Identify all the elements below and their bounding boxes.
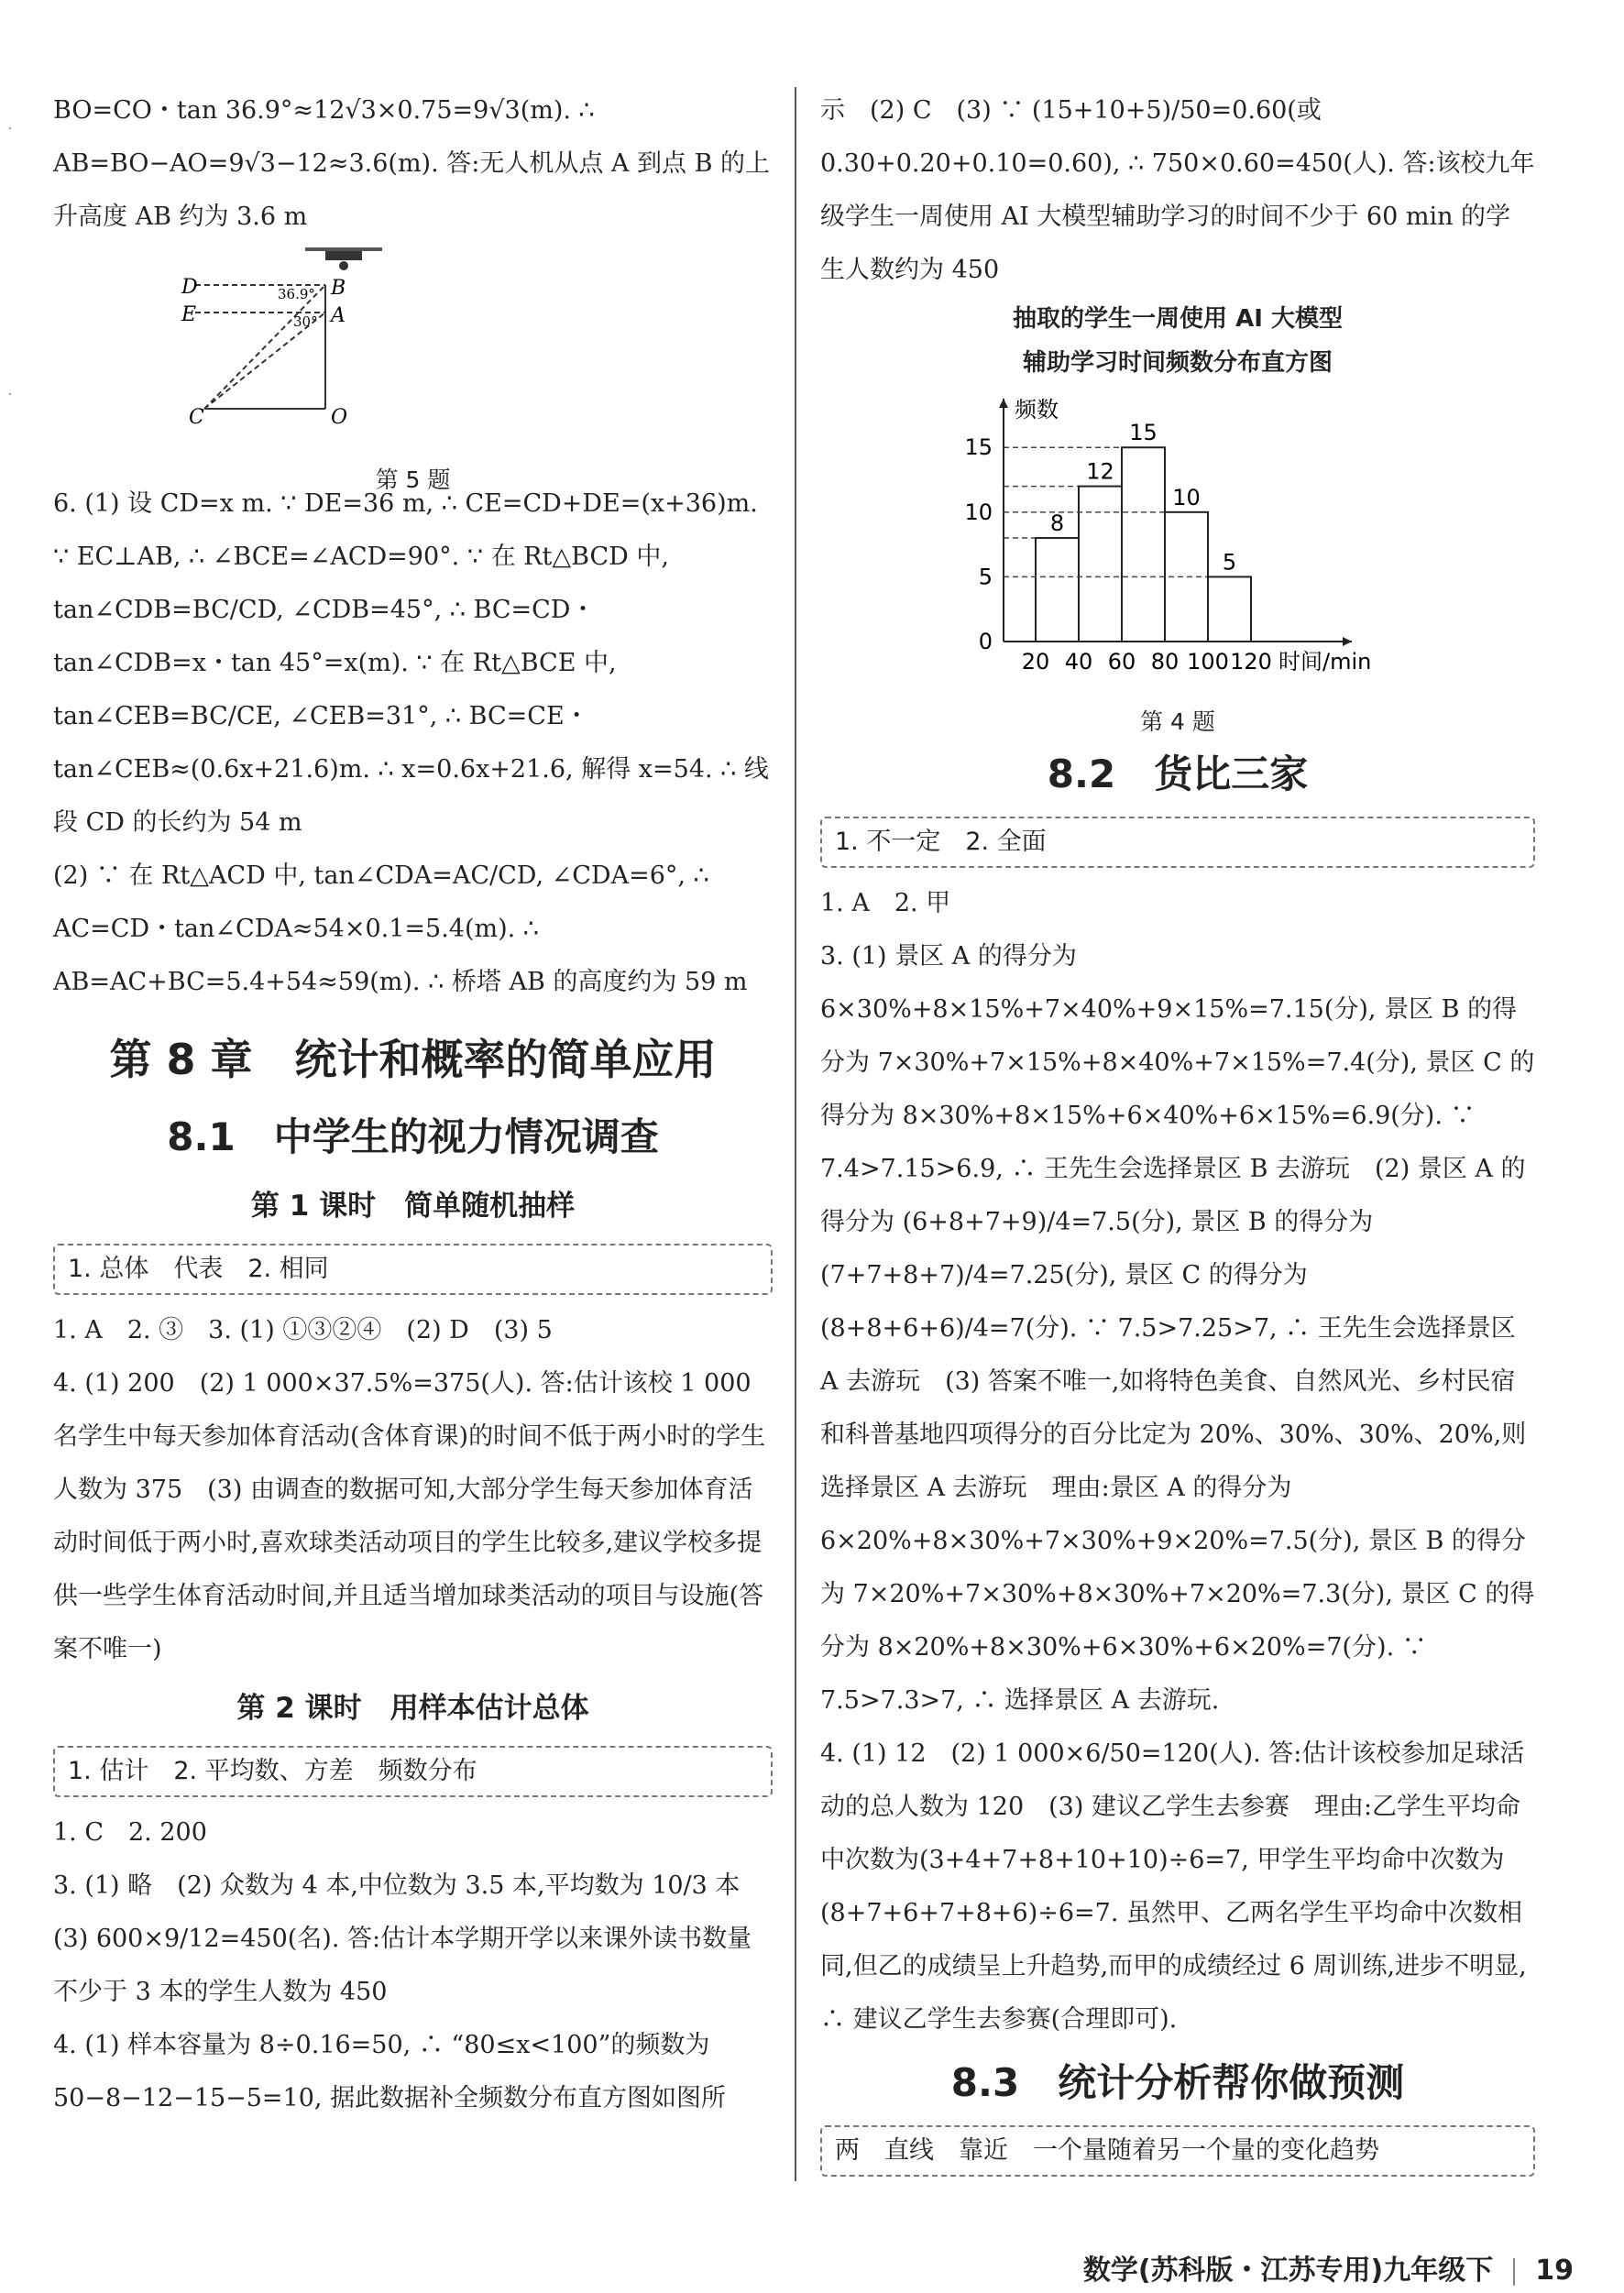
lesson-1-title: 第 1 课时 简单随机抽样 (250, 1190, 576, 1223)
section-8-3-title: 8.3 统计分析帮你做预测 (950, 2060, 1405, 2105)
binding-mark: · (7, 385, 13, 404)
column-divider (795, 87, 796, 2181)
x-tick-label: 60 (1107, 649, 1136, 675)
section-8-2-fill-box: 1. 不一定 2. 全面 (820, 817, 1535, 868)
page-footer (1083, 2247, 1574, 2288)
histogram-svg (820, 385, 1535, 687)
lesson-2-q3-part2: (3) 600×9/12=450(名). 答:估计本学期开学以来课外读书数量不少于 3 本的学生人数为 450 (53, 1925, 752, 2006)
x-tick-label: 20 (1021, 649, 1050, 675)
x-tick-label: 40 (1064, 649, 1093, 675)
footer-subject: 数学(苏科版・江苏专用)九年级下 (1082, 2255, 1494, 2287)
section-8-2-q4-text: 4. (1) 12 (2) 1 000×6/50=120(人). 答:估计该校参加足球活动的总人数为 120 (3) 建议乙学生去参赛 理由:乙学生平均命中次数为(3+4+7+8+10+10)÷6=7, 甲学生平均命中次数为(8+7+6+7+8+6)÷6=7. 虽然甲、乙两名学生平均命中次数相同,但乙的成绩呈上升趋势,而甲的成绩经过 6 周训练,进步不明显, ∴ 建议乙学生去参赛(合理即可). (820, 1739, 1527, 2034)
histogram-bar (1036, 538, 1079, 642)
bar-value-label: 5 (1222, 549, 1237, 576)
figure-q5 (53, 244, 773, 493)
q6-part2-text: (2) ∵ 在 Rt△ACD 中, tan∠CDA=AC/CD, ∠CDA=6°, ∴ AC=CD・tan∠CDA≈54×0.1=5.4(m). ∴ AB=AC+BC=5.4+54≈59(m). ∴ 桥塔 AB 的高度约为 59 m (53, 861, 748, 996)
binding-mark: · (7, 119, 13, 138)
chart-xlabel: 时间/min (1278, 649, 1372, 675)
lesson-1-q4-text: 4. (1) 200 (2) 1 000×37.5%=375(人). 答:估计该校 1 000 名学生中每天参加体育活动(含体育课)的时间不低于两小时的学生人数为 375 (3) 由调查的数据可知,大部分学生每天参加体育活动时间低于两小时,喜欢球类活动项目的学生比较多,建议学校多提供一些学生体育活动时间,并且适当增加球类活动的项目与设施(答案不唯一) (53, 1369, 766, 1663)
section-8-3-fill-box: 两 直线 靠近 一个量随着另一个量的变化趋势 (820, 2125, 1535, 2177)
x-axis-arrow (1343, 637, 1352, 646)
histogram-bar (1122, 447, 1165, 642)
x-tick-label: 80 (1150, 649, 1180, 675)
y-tick-label: 0 (978, 629, 993, 654)
histogram-bar (1208, 576, 1251, 642)
label-D: D (181, 276, 198, 299)
section-8-2-answers: 1. A 2. 甲 (820, 889, 951, 917)
figure-q5-caption: 第 5 题 (375, 466, 451, 493)
y-axis-arrow (999, 399, 1008, 408)
bar-value-label: 10 (1172, 484, 1201, 510)
section-8-1-title: 8.1 中学生的视力情况调查 (167, 1114, 659, 1159)
page-number: 19 (1535, 2255, 1574, 2287)
figure-q5-diagram (53, 244, 773, 445)
x-tick-label: 120 (1230, 649, 1272, 675)
lesson-2-title: 第 2 课时 用样本估计总体 (236, 1692, 589, 1725)
angle-36-9: 36.9° (278, 286, 315, 302)
line-CB (204, 285, 325, 409)
label-A: A (331, 304, 346, 327)
lesson-2-fill-box: 1. 估计 2. 平均数、方差 频数分布 (53, 1746, 773, 1797)
bar-value-label: 12 (1086, 458, 1114, 485)
lesson-2-q3-part1: 3. (1) 略 (2) 众数为 4 本,中位数为 3.5 本,平均数为 10/3 本 (53, 1871, 741, 1900)
y-tick-label: 15 (964, 434, 993, 461)
chart-title-line2: 辅助学习时间频数分布直方图 (1022, 349, 1333, 377)
section-8-2-title: 8.2 货比三家 (1047, 752, 1309, 796)
lesson-2-answers: 1. C 2. 200 (53, 1818, 207, 1847)
bar-value-label: 8 (1049, 510, 1065, 537)
x-tick-label: 100 (1187, 649, 1229, 675)
section-8-2-q3-text: 3. (1) 景区 A 的得分为 6×30%+8×15%+7×40%+9×15%=7.15(分), 景区 B 的得分为 7×30%+7×15%+8×40%+7×15%=7.4(分), 景区 C 的得分为 8×30%+8×15%+6×40%+6×15%=6.9(分). ∵ 7.4>7.15>6.9, ∴ 王先生会选择景区 B 去游玩 (2) 景区 A 的得分为 (6+8+7+9)/4=7.5(分), 景区 B 的得分为 (7+7+8+7)/4=7.25(分), 景区 C 的得分为 (8+8+6+6)/4=7(分). ∵ 7.5>7.25>7, ∴ 王先生会选择景区 A 去游玩 (3) 答案不唯一,如将特色美食、自然风光、乡村民宿和科普基地四项得分的百分比定为 20%、30%、30%、20%,则选择景区 A 去游玩 理由:景区 A 的得分为 6×20%+8×30%+7×30%+9×20%=7.5(分), 景区 B 的得分为 7×20%+7×30%+8×30%+7×20%=7.3(分), 景区 C 的得分为 8×20%+8×30%+6×30%+6×20%=7(分). ∵ 7.5>7.3>7, ∴ 选择景区 A 去游玩. (820, 942, 1535, 1715)
chart-ylabel: 频数 (1015, 397, 1059, 422)
label-C: C (189, 406, 204, 429)
histogram-bar (1079, 487, 1122, 642)
lesson-1-answers: 1. A 2. ③ 3. (1) ①③②④ (2) D (3) 5 (53, 1316, 553, 1344)
footer-separator (1513, 2258, 1515, 2286)
q6-part1-text: 6. (1) 设 CD=x m. ∵ DE=36 m, ∴ CE=CD+DE=(x+36)m. ∵ EC⊥AB, ∴ ∠BCE=∠ACD=90°. ∵ 在 Rt△BCD 中, tan∠CDB=BC/CD, ∠CDB=45°, ∴ BC=CD・tan∠CDB=x・tan 45°=x(m). ∵ 在 Rt△BCE 中, tan∠CEB=BC/CE, ∠CEB=31°, ∴ BC=CE・tan∠CEB≈(0.6x+21.6)m. ∴ x=0.6x+21.6, 解得 x=54. ∴ 线段 CD 的长约为 54 m (53, 489, 769, 837)
y-tick-label: 5 (978, 564, 993, 590)
right-column (820, 84, 1535, 2186)
figure-q4-caption: 第 4 题 (1140, 708, 1215, 735)
label-B: B (331, 277, 346, 300)
lesson-1-fill-box: 1. 总体 代表 2. 相同 (53, 1244, 773, 1295)
chart-title-line1: 抽取的学生一周使用 AI 大模型 (1013, 305, 1343, 333)
angle-30: 30° (293, 313, 318, 330)
figure-q4-histogram (820, 297, 1535, 738)
lesson-2-q4-text: 4. (1) 样本容量为 8÷0.16=50, ∴ “80≤x<100”的频数为 50−8−12−15−5=10, 据此数据补全频数分布直方图如图所 (53, 2031, 727, 2112)
chapter-title: 第 8 章 统计和概率的简单应用 (109, 1035, 717, 1084)
q4-continued-text: 示 (2) C (3) ∵ (15+10+5)/50=0.60(或 0.30+0.20+0.10=0.60), ∴ 750×0.60=450(人). 答:该校九年级学生一周使用 AI 大模型辅助学习的时间不少于 60 min 的学生人数约为 450 (820, 96, 1535, 284)
label-O: O (331, 406, 348, 429)
y-tick-label: 10 (964, 499, 993, 525)
drone-icon (305, 247, 382, 270)
bar-value-label: 15 (1129, 420, 1158, 446)
q5-solution-text: BO=CO・tan 36.9°≈12√3×0.75=9√3(m). ∴ AB=BO−AO=9√3−12≈3.6(m). 答:无人机从点 A 到点 B 的上升高度 AB 约为 3.6 m (53, 96, 771, 231)
label-E: E (181, 303, 197, 326)
left-column (53, 84, 773, 2125)
